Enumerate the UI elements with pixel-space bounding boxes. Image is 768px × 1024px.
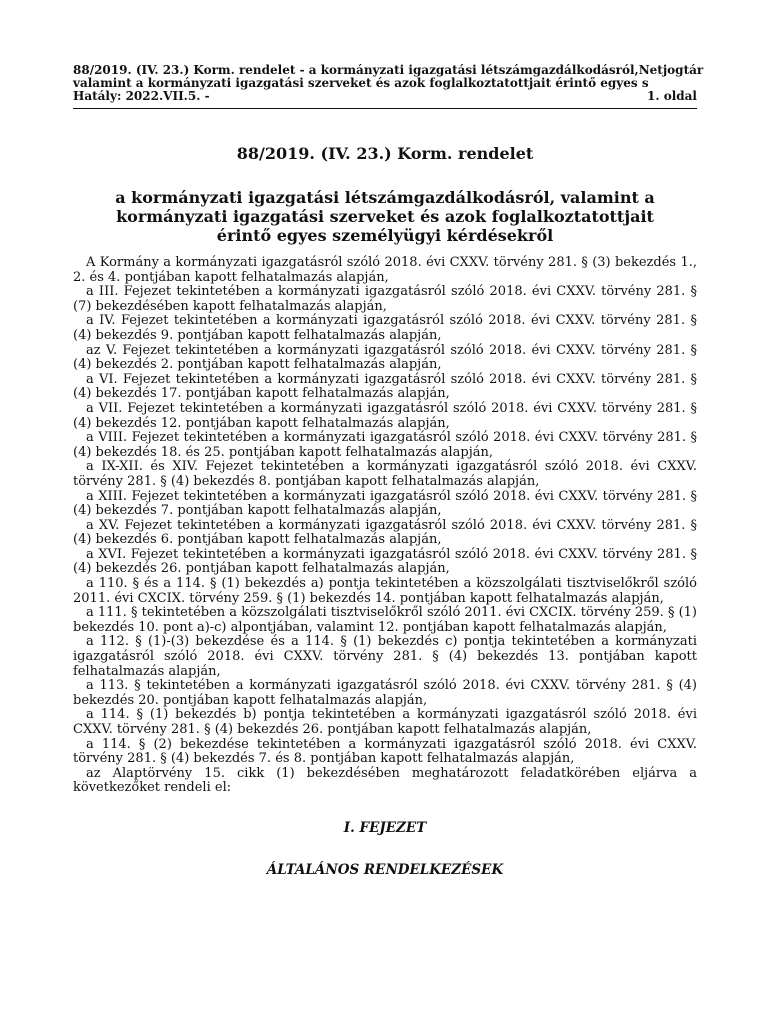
document-title: 88/2019. (IV. 23.) Korm. rendelet <box>236 144 534 163</box>
header-line-3 <box>73 90 697 103</box>
preamble-paragraph: az V. Fejezet tekintetében a kormányzati igazgatásról szóló 2018. évi CXXV. törvény 281. § (4) bekezdés 2. pontjában kapott felhatalmazás alapján, <box>73 342 697 373</box>
preamble-paragraph: a 111. § tekintetében a közszolgálati tisztviselőkről szóló 2011. évi CXCIX. törvény 259. § (1) bekezdés 10. pont a)-c) alpontjában, valamint 12. pontjában kapott felhatalmazás alapján, <box>73 605 697 635</box>
document-page <box>73 63 704 878</box>
preamble-paragraph: a 113. § tekintetében a kormányzati igazgatásról szóló 2018. évi CXXV. törvény 281. § (4) bekezdés 20. pontjában kapott felhatalmazás alapján, <box>73 678 697 708</box>
header-document-reference: 88/2019. (IV. 23.) Korm. rendelet - a kormányzati igazgatási létszámgazdálkodásról, <box>73 63 639 77</box>
preamble-paragraph: a IX-XII. és XIV. Fejezet tekintetében a kormányzati igazgatásról szóló 2018. évi CXXV. törvény 281. § (4) bekezdés 8. pontjában kapott felhatalmazás alapján, <box>73 459 697 489</box>
header-source-name: Netjogtár <box>638 63 704 77</box>
document-subject <box>73 188 697 245</box>
preamble-paragraph: a 110. § és a 114. § (1) bekezdés a) pontja tekintetében a közszolgálati tisztviselőkről szóló 2011. évi CXCIX. törvény 259. § (1) bekezdés 14. pontjában kapott felhatalmazás alapján, <box>73 576 697 606</box>
chapter-number: I. FEJEZET <box>343 819 427 836</box>
preamble-paragraph: a IV. Fejezet tekintetében a kormányzati igazgatásról szóló 2018. évi CXXV. törvény 281. § (4) bekezdés 9. pontjában kapott felhatalmazás alapján, <box>73 313 697 343</box>
preamble-paragraph: a 114. § (1) bekezdés b) pontja tekintetében a kormányzati igazgatásról szóló 2018. évi CXXV. törvény 281. § (4) bekezdés 26. pontjában kapott felhatalmazás alapján, <box>73 707 697 737</box>
preamble-paragraph: a 114. § (2) bekezdése tekintetében a kormányzati igazgatásról szóló 2018. évi CXXV. törvény 281. § (4) bekezdés 7. és 8. pontjában kapott felhatalmazás alapján, <box>73 736 697 767</box>
subject-line: érintő egyes személyügyi kérdésekről <box>216 226 554 245</box>
preamble-paragraph: a XIII. Fejezet tekintetében a kormányzati igazgatásról szóló 2018. évi CXXV. törvény 281. § (4) bekezdés 7. pontjában kapott felhatalmazás alapján, <box>73 488 697 519</box>
subject-line: kormányzati igazgatási szerveket és azok foglalkoztatottjait <box>116 207 654 226</box>
preamble-paragraph: a XV. Fejezet tekintetében a kormányzati igazgatásról szóló 2018. évi CXXV. törvény 281. § (4) bekezdés 6. pontjában kapott felhatalmazás alapján, <box>73 517 697 548</box>
preamble-paragraph: a III. Fejezet tekintetében a kormányzati igazgatásról szóló 2018. évi CXXV. törvény 281. § (7) bekezdésében kapott felhatalmazás alapján, <box>73 284 697 314</box>
preamble-paragraph: a VIII. Fejezet tekintetében a kormányzati igazgatásról szóló 2018. évi CXXV. törvény 281. § (4) bekezdés 18. és 25. pontjában kapott felhatalmazás alapján, <box>73 430 697 460</box>
subject-line: a kormányzati igazgatási létszámgazdálkodásról, valamint a <box>115 188 655 207</box>
header-page-number: 1. oldal <box>647 89 697 103</box>
preamble-paragraph: az Alaptörvény 15. cikk (1) bekezdésében meghatározott feladatkörében eljárva a következőket rendeli el: <box>73 765 697 796</box>
header-document-reference-continued: valamint a kormányzati igazgatási szerveket és azok foglalkoztatottjait érintő egyes s <box>73 76 649 90</box>
preamble-paragraph: a 112. § (1)-(3) bekezdése és a 114. § (1) bekezdés c) pontja tekintetében a kormányzati igazgatásról szóló 2018. évi CXXV. törvény 281. § (4) bekezdés 13. pontjában kapott felhatalmazás alapján, <box>73 634 697 679</box>
preamble-paragraph: A Kormány a kormányzati igazgatásról szóló 2018. évi CXXV. törvény 281. § (3) bekezdés 1., 2. és 4. pontjában kapott felhatalmazás alapján, <box>73 255 697 285</box>
header-effective-date: Hatály: 2022.VII.5. - <box>73 89 210 103</box>
preamble-paragraph: a XVI. Fejezet tekintetében a kormányzati igazgatásról szóló 2018. évi CXXV. törvény 281. § (4) bekezdés 26. pontjában kapott felhatalmazás alapján, <box>73 546 697 577</box>
preamble <box>73 256 697 796</box>
chapter-title: ÁLTALÁNOS RENDELKEZÉSEK <box>266 861 504 878</box>
preamble-paragraph: a VI. Fejezet tekintetében a kormányzati igazgatásról szóló 2018. évi CXXV. törvény 281. § (4) bekezdés 17. pontjában kapott felhatalmazás alapján, <box>73 371 697 402</box>
preamble-paragraph: a VII. Fejezet tekintetében a kormányzati igazgatásról szóló 2018. évi CXXV. törvény 281. § (4) bekezdés 12. pontjában kapott felhatalmazás alapján, <box>73 400 697 431</box>
header-divider <box>73 108 697 109</box>
running-header <box>73 63 704 106</box>
